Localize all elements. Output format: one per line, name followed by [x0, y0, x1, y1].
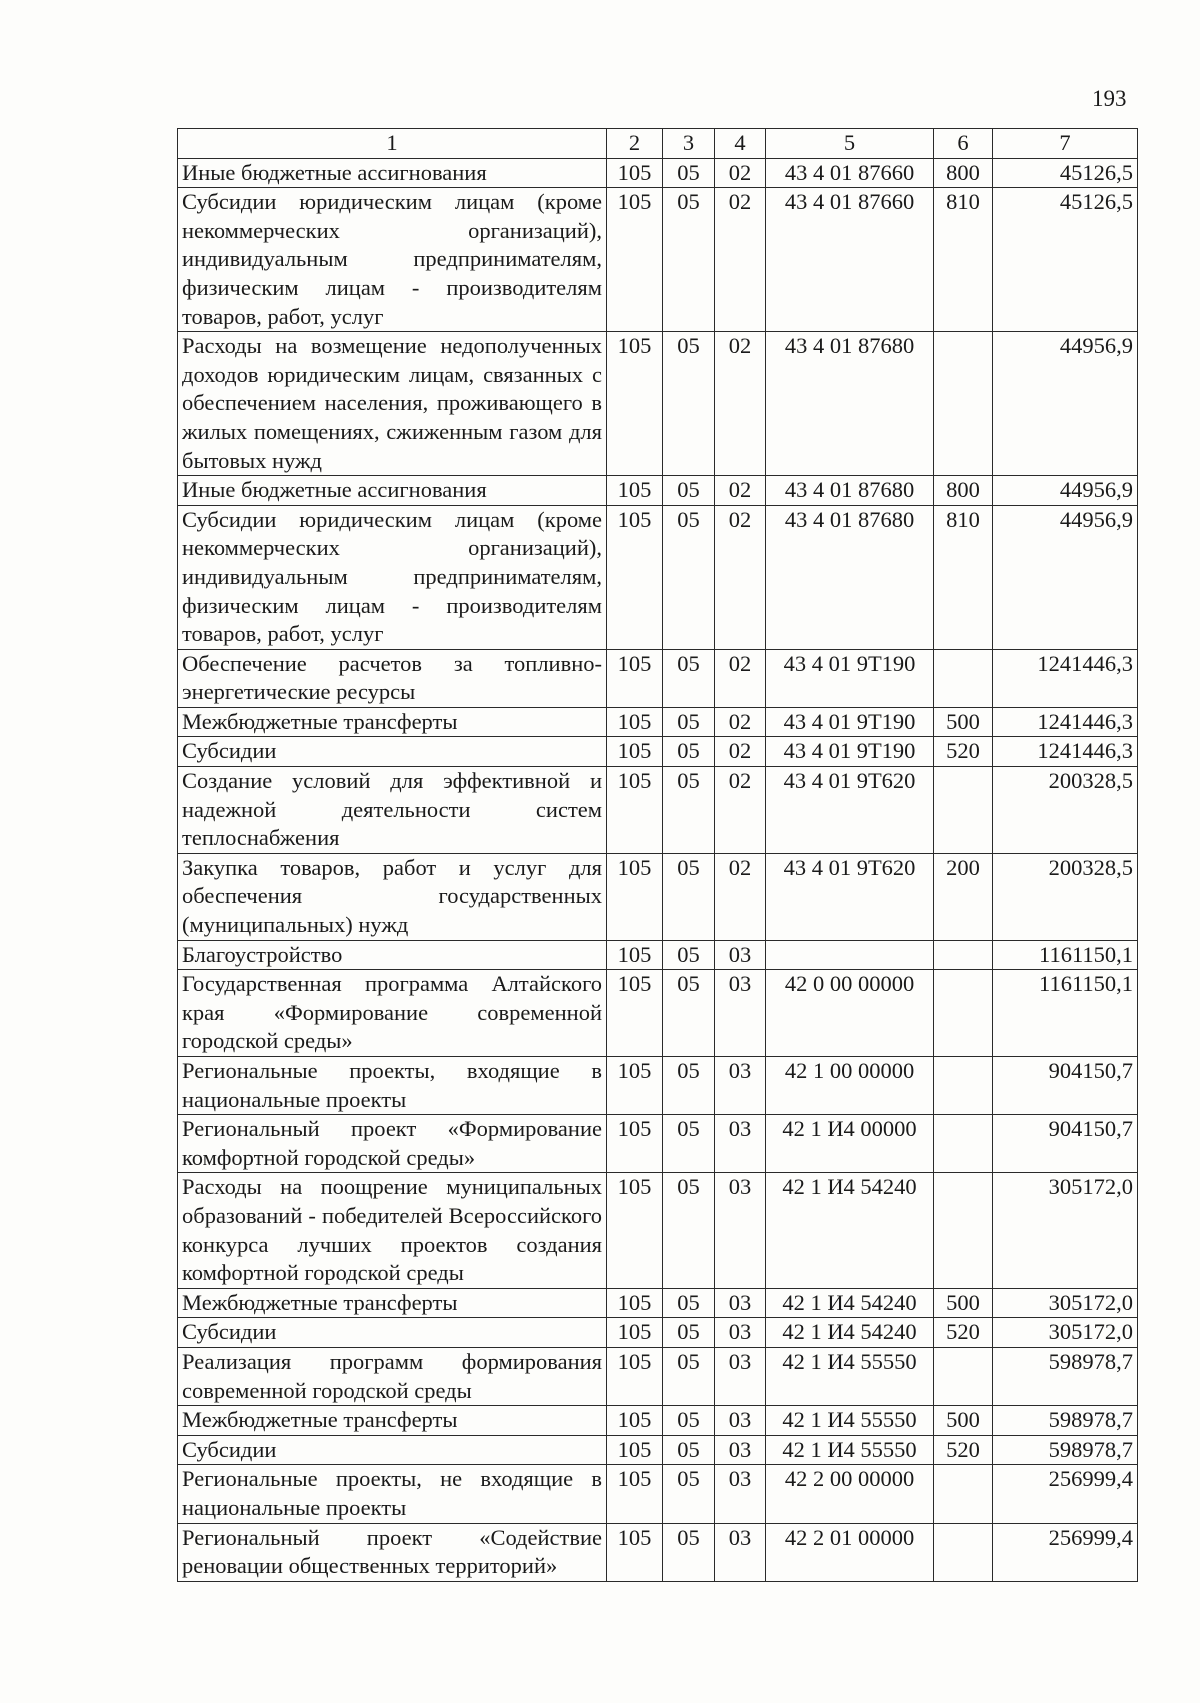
amount-cell: 200328,5	[993, 853, 1138, 940]
code-col-5: 43 4 01 87680	[766, 332, 934, 476]
code-col-4: 03	[715, 1318, 766, 1348]
code-col-5: 43 4 01 87680	[766, 476, 934, 506]
amount-cell: 305172,0	[993, 1288, 1138, 1318]
code-col-6	[934, 1057, 993, 1115]
table-row	[178, 188, 1138, 332]
amount-cell: 1161150,1	[993, 970, 1138, 1057]
item-name: Создание условий для эффективной и надежной деятельности систем теплоснабжения	[178, 767, 607, 854]
code-col-6	[934, 649, 993, 707]
item-name: Реализация программ формирования современной городской среды	[178, 1347, 607, 1405]
code-col-5: 43 4 01 9Т190	[766, 707, 934, 737]
amount-cell: 305172,0	[993, 1318, 1138, 1348]
code-col-6	[934, 332, 993, 476]
code-col-3: 05	[663, 158, 715, 188]
code-col-2: 105	[607, 1435, 663, 1465]
code-col-5: 42 0 00 00000	[766, 970, 934, 1057]
header-col-2: 2	[607, 129, 663, 159]
code-col-6	[934, 1173, 993, 1288]
table-row	[178, 476, 1138, 506]
code-col-2: 105	[607, 158, 663, 188]
code-col-6: 810	[934, 188, 993, 332]
code-col-6	[934, 970, 993, 1057]
header-col-5: 5	[766, 129, 934, 159]
table-row	[178, 649, 1138, 707]
table-row	[178, 970, 1138, 1057]
item-name: Государственная программа Алтайского края «Формирование современной городской среды»	[178, 970, 607, 1057]
code-col-4: 02	[715, 707, 766, 737]
code-col-4: 03	[715, 1057, 766, 1115]
item-name: Региональные проекты, входящие в национальные проекты	[178, 1057, 607, 1115]
amount-cell: 256999,4	[993, 1465, 1138, 1523]
code-col-3: 05	[663, 1406, 715, 1436]
amount-cell: 1241446,3	[993, 737, 1138, 767]
code-col-4: 02	[715, 737, 766, 767]
budget-table	[177, 128, 1138, 1582]
code-col-2: 105	[607, 188, 663, 332]
code-col-5: 43 4 01 87680	[766, 505, 934, 649]
code-col-3: 05	[663, 1465, 715, 1523]
item-name: Региональный проект «Содействие реновации общественных территорий»	[178, 1523, 607, 1581]
amount-cell: 598978,7	[993, 1406, 1138, 1436]
code-col-3: 05	[663, 940, 715, 970]
code-col-5	[766, 940, 934, 970]
code-col-5: 43 4 01 9Т620	[766, 767, 934, 854]
item-name: Региональный проект «Формирование комфортной городской среды»	[178, 1115, 607, 1173]
item-name: Межбюджетные трансферты	[178, 1406, 607, 1436]
code-col-2: 105	[607, 1057, 663, 1115]
code-col-2: 105	[607, 737, 663, 767]
code-col-2: 105	[607, 1523, 663, 1581]
item-name: Закупка товаров, работ и услуг для обеспечения государственных (муниципальных) нужд	[178, 853, 607, 940]
code-col-4: 03	[715, 1288, 766, 1318]
code-col-2: 105	[607, 1465, 663, 1523]
amount-cell: 1241446,3	[993, 707, 1138, 737]
code-col-4: 03	[715, 940, 766, 970]
code-col-6	[934, 767, 993, 854]
code-col-6	[934, 1347, 993, 1405]
code-col-4: 03	[715, 1347, 766, 1405]
header-col-6: 6	[934, 129, 993, 159]
code-col-2: 105	[607, 1318, 663, 1348]
code-col-3: 05	[663, 332, 715, 476]
code-col-5: 43 4 01 87660	[766, 188, 934, 332]
code-col-4: 02	[715, 649, 766, 707]
amount-cell: 1241446,3	[993, 649, 1138, 707]
code-col-5: 43 4 01 9Т190	[766, 737, 934, 767]
code-col-6	[934, 940, 993, 970]
code-col-3: 05	[663, 1173, 715, 1288]
table-row	[178, 1173, 1138, 1288]
amount-cell: 44956,9	[993, 505, 1138, 649]
header-col-1: 1	[178, 129, 607, 159]
code-col-6: 200	[934, 853, 993, 940]
code-col-3: 05	[663, 1523, 715, 1581]
table-row	[178, 853, 1138, 940]
code-col-4: 02	[715, 505, 766, 649]
table-row	[178, 1347, 1138, 1405]
code-col-2: 105	[607, 649, 663, 707]
code-col-5: 42 1 И4 00000	[766, 1115, 934, 1173]
code-col-4: 03	[715, 1523, 766, 1581]
item-name: Обеспечение расчетов за топливно-энергетические ресурсы	[178, 649, 607, 707]
page-number: 193	[1092, 86, 1127, 111]
code-col-6: 520	[934, 1318, 993, 1348]
table-row	[178, 737, 1138, 767]
code-col-6: 520	[934, 737, 993, 767]
code-col-2: 105	[607, 1406, 663, 1436]
code-col-4: 03	[715, 1406, 766, 1436]
item-name: Расходы на возмещение недополученных доходов юридическим лицам, связанных с обеспечением населения, проживающего в жилых помещениях, сжиженным газом для бытовых нужд	[178, 332, 607, 476]
code-col-6: 810	[934, 505, 993, 649]
code-col-2: 105	[607, 332, 663, 476]
code-col-3: 05	[663, 188, 715, 332]
amount-cell: 200328,5	[993, 767, 1138, 854]
code-col-5: 42 2 01 00000	[766, 1523, 934, 1581]
code-col-2: 105	[607, 940, 663, 970]
table-row	[178, 505, 1138, 649]
item-name: Иные бюджетные ассигнования	[178, 158, 607, 188]
code-col-6	[934, 1523, 993, 1581]
code-col-3: 05	[663, 476, 715, 506]
amount-cell: 1161150,1	[993, 940, 1138, 970]
item-name: Региональные проекты, не входящие в национальные проекты	[178, 1465, 607, 1523]
table-row	[178, 1318, 1138, 1348]
table-row	[178, 1523, 1138, 1581]
amount-cell: 904150,7	[993, 1057, 1138, 1115]
code-col-2: 105	[607, 1115, 663, 1173]
code-col-5: 43 4 01 9Т190	[766, 649, 934, 707]
item-name: Субсидии	[178, 1435, 607, 1465]
amount-cell: 598978,7	[993, 1435, 1138, 1465]
header-row	[178, 129, 1138, 159]
header-col-7: 7	[993, 129, 1138, 159]
code-col-4: 03	[715, 1465, 766, 1523]
code-col-4: 02	[715, 767, 766, 854]
code-col-2: 105	[607, 1173, 663, 1288]
item-name: Расходы на поощрение муниципальных образований - победителей Всероссийского конкурса лучших проектов создания комфортной городской среды	[178, 1173, 607, 1288]
amount-cell: 904150,7	[993, 1115, 1138, 1173]
code-col-3: 05	[663, 1318, 715, 1348]
amount-cell: 45126,5	[993, 188, 1138, 332]
code-col-5: 42 1 И4 55550	[766, 1435, 934, 1465]
code-col-6: 500	[934, 1406, 993, 1436]
code-col-6: 500	[934, 1288, 993, 1318]
code-col-2: 105	[607, 476, 663, 506]
code-col-2: 105	[607, 707, 663, 737]
code-col-5: 42 1 И4 54240	[766, 1288, 934, 1318]
code-col-6: 520	[934, 1435, 993, 1465]
code-col-3: 05	[663, 970, 715, 1057]
code-col-3: 05	[663, 1347, 715, 1405]
code-col-4: 02	[715, 188, 766, 332]
code-col-5: 42 2 00 00000	[766, 1465, 934, 1523]
code-col-3: 05	[663, 1435, 715, 1465]
table-row	[178, 940, 1138, 970]
item-name: Субсидии юридическим лицам (кроме некоммерческих организаций), индивидуальным предпринимателям, физическим лицам - производителям товаров, работ, услуг	[178, 505, 607, 649]
code-col-4: 03	[715, 970, 766, 1057]
table-row	[178, 1288, 1138, 1318]
table-row	[178, 707, 1138, 737]
code-col-2: 105	[607, 767, 663, 854]
code-col-4: 02	[715, 332, 766, 476]
item-name: Межбюджетные трансферты	[178, 1288, 607, 1318]
code-col-6	[934, 1115, 993, 1173]
code-col-3: 05	[663, 1057, 715, 1115]
item-name: Благоустройство	[178, 940, 607, 970]
code-col-3: 05	[663, 737, 715, 767]
code-col-4: 02	[715, 476, 766, 506]
code-col-3: 05	[663, 853, 715, 940]
amount-cell: 256999,4	[993, 1523, 1138, 1581]
code-col-6: 800	[934, 476, 993, 506]
table-row	[178, 158, 1138, 188]
code-col-2: 105	[607, 853, 663, 940]
code-col-5: 42 1 И4 55550	[766, 1406, 934, 1436]
table-body	[178, 158, 1138, 1581]
table-row	[178, 332, 1138, 476]
amount-cell: 45126,5	[993, 158, 1138, 188]
code-col-3: 05	[663, 649, 715, 707]
table-row	[178, 1465, 1138, 1523]
code-col-2: 105	[607, 1347, 663, 1405]
table-row	[178, 1435, 1138, 1465]
item-name: Субсидии юридическим лицам (кроме некоммерческих организаций), индивидуальным предпринимателям, физическим лицам - производителям товаров, работ, услуг	[178, 188, 607, 332]
table-row	[178, 1115, 1138, 1173]
code-col-5: 43 4 01 9Т620	[766, 853, 934, 940]
amount-cell: 598978,7	[993, 1347, 1138, 1405]
code-col-2: 105	[607, 1288, 663, 1318]
code-col-5: 43 4 01 87660	[766, 158, 934, 188]
code-col-6	[934, 1465, 993, 1523]
code-col-5: 42 1 И4 55550	[766, 1347, 934, 1405]
amount-cell: 44956,9	[993, 332, 1138, 476]
item-name: Межбюджетные трансферты	[178, 707, 607, 737]
code-col-4: 03	[715, 1115, 766, 1173]
code-col-3: 05	[663, 767, 715, 854]
header-col-4: 4	[715, 129, 766, 159]
table-row	[178, 1057, 1138, 1115]
code-col-6: 500	[934, 707, 993, 737]
code-col-2: 105	[607, 970, 663, 1057]
amount-cell: 305172,0	[993, 1173, 1138, 1288]
header-col-3: 3	[663, 129, 715, 159]
amount-cell: 44956,9	[993, 476, 1138, 506]
table-row	[178, 767, 1138, 854]
code-col-3: 05	[663, 707, 715, 737]
item-name: Субсидии	[178, 737, 607, 767]
code-col-5: 42 1 И4 54240	[766, 1173, 934, 1288]
item-name: Субсидии	[178, 1318, 607, 1348]
code-col-6: 800	[934, 158, 993, 188]
code-col-4: 02	[715, 158, 766, 188]
code-col-3: 05	[663, 505, 715, 649]
code-col-4: 03	[715, 1435, 766, 1465]
item-name: Иные бюджетные ассигнования	[178, 476, 607, 506]
table-row	[178, 1406, 1138, 1436]
code-col-5: 42 1 И4 54240	[766, 1318, 934, 1348]
code-col-3: 05	[663, 1115, 715, 1173]
code-col-5: 42 1 00 00000	[766, 1057, 934, 1115]
code-col-3: 05	[663, 1288, 715, 1318]
code-col-4: 02	[715, 853, 766, 940]
code-col-2: 105	[607, 505, 663, 649]
code-col-4: 03	[715, 1173, 766, 1288]
